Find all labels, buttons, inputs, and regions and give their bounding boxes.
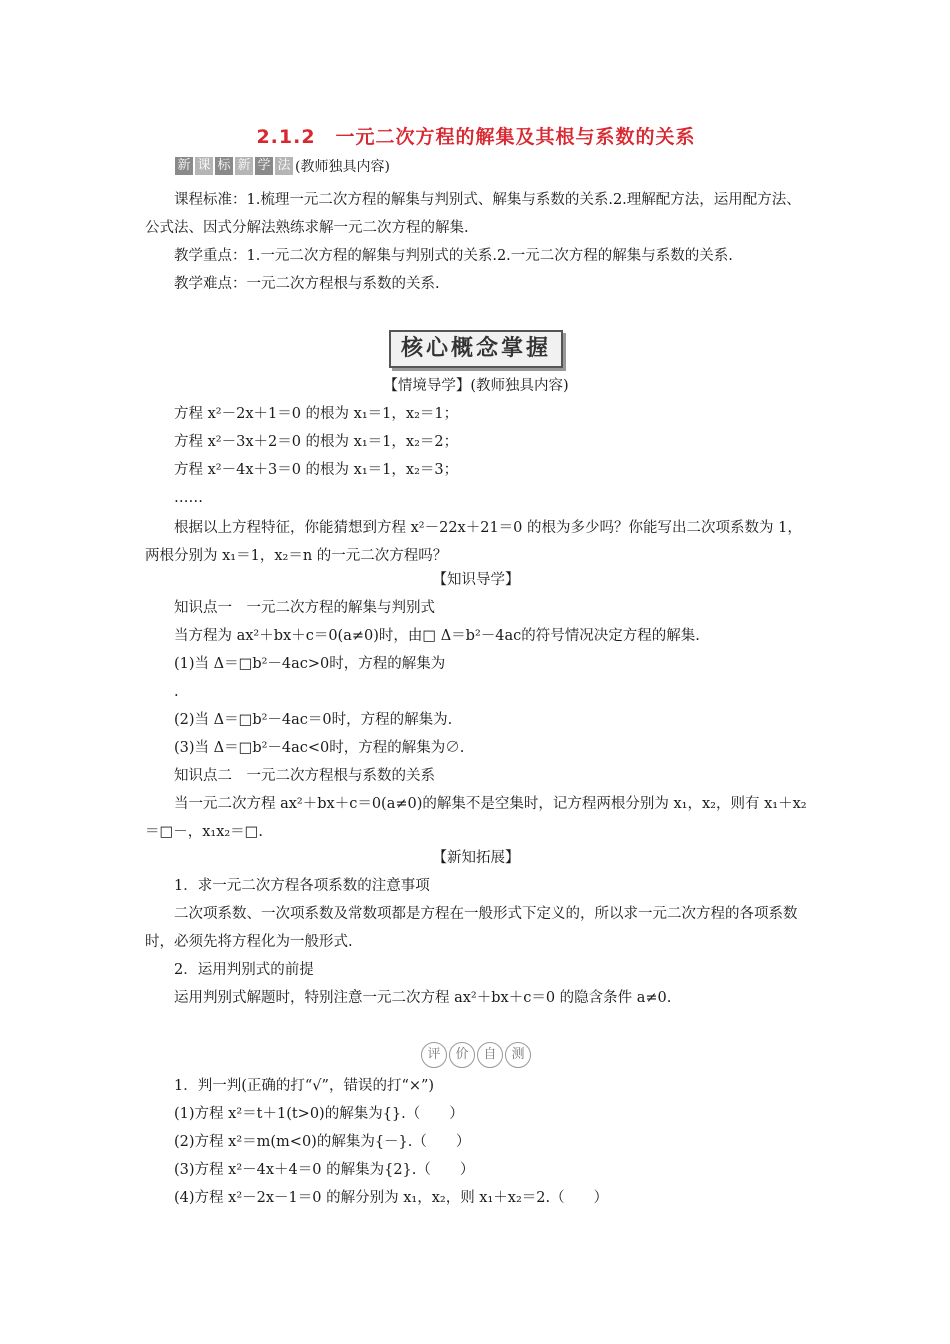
exercise-item: (3)方程 x²－4x＋4＝0 的解集为{2}.（ ） bbox=[174, 1162, 475, 1178]
exercise-intro: 1．判一判(正确的打“√”，错误的打“×”) bbox=[174, 1078, 435, 1094]
badge-char: 课 bbox=[195, 157, 213, 175]
eval-char: 价 bbox=[449, 1042, 475, 1068]
badge-char: 标 bbox=[215, 157, 233, 175]
exercise-item: (4)方程 x²－2x－1＝0 的解分别为 x₁，x₂，则 x₁＋x₂＝2.（ ） bbox=[174, 1190, 609, 1206]
example-line: 方程 x²－4x＋3＝0 的根为 x₁＝1，x₂＝3； bbox=[174, 462, 459, 478]
extension-section bbox=[145, 844, 807, 1012]
core-concept-banner bbox=[145, 330, 807, 368]
eval-char: 自 bbox=[477, 1042, 503, 1068]
course-standard: 课程标准：1.梳理一元二次方程的解集与判别式、解集与系数的关系.2.理解配方法，运用配方法、公式法、因式分解法熟练求解一元二次方程的解集. bbox=[145, 192, 801, 236]
exercise-item: (2)方程 x²＝m(m<0)的解集为{－}.（ ） bbox=[174, 1134, 471, 1150]
example-line: 方程 x²－3x＋2＝0 的根为 x₁＝1，x₂＝2； bbox=[174, 434, 459, 450]
teaching-difficulty: 教学难点：一元二次方程根与系数的关系. bbox=[174, 276, 440, 292]
extension-heading: 【新知拓展】 bbox=[432, 850, 520, 866]
intro-section bbox=[145, 186, 807, 298]
exercise-item: (1)方程 x²＝t＋1(t>0)的解集为{}.（ ） bbox=[174, 1106, 464, 1122]
badge-note: (教师独具内容) bbox=[295, 159, 390, 175]
knowledge-point-1-line: 当方程为 ax²＋bx＋c＝0(a≠0)时，由□ Δ＝b²－4ac的符号情况决定方程的解集. bbox=[174, 628, 700, 644]
exercise-section bbox=[145, 1072, 807, 1212]
extension-item-2-title: 2．运用判别式的前提 bbox=[174, 962, 314, 978]
knowledge-point-1-title: 知识点一 一元二次方程的解集与判别式 bbox=[174, 600, 435, 616]
knowledge-section bbox=[145, 566, 807, 846]
page-title: 2.1.2 一元二次方程的解集及其根与系数的关系 bbox=[256, 126, 696, 148]
situation-question: 根据以上方程特征，你能猜想到方程 x²－22x＋21＝0 的根为多少吗？你能写出二次项系数为 1，两根分别为 x₁＝1，x₂＝n 的一元二次方程吗？ bbox=[145, 520, 802, 564]
ellipsis-line: …… bbox=[174, 490, 203, 506]
knowledge-point-2-line: 当一元二次方程 ax²＋bx＋c＝0(a≠0)的解集不是空集时，记方程两根分别为 x₁，x₂，则有 x₁＋x₂＝□－，x₁x₂＝□. bbox=[145, 796, 807, 840]
eval-char: 评 bbox=[421, 1042, 447, 1068]
situation-section bbox=[145, 372, 807, 570]
new-standard-badge bbox=[175, 156, 390, 176]
badge-char: 学 bbox=[255, 157, 273, 175]
core-banner-text: 核心概念掌握 bbox=[389, 330, 563, 368]
discriminant-case-positive: (1)当 Δ＝□b²－4ac>0时，方程的解集为 bbox=[174, 656, 446, 672]
example-line: 方程 x²－2x＋1＝0 的根为 x₁＝1，x₂＝1； bbox=[174, 406, 459, 422]
extension-item-1-body: 二次项系数、一次项系数及常数项都是方程在一般形式下定义的，所以求一元二次方程的各项系数时，必须先将方程化为一般形式. bbox=[145, 906, 798, 950]
badge-char: 新 bbox=[235, 157, 253, 175]
situation-heading: 【情境导学】(教师独具内容) bbox=[383, 378, 569, 394]
extension-item-2-body: 运用判别式解题时，特别注意一元二次方程 ax²＋bx＋c＝0 的隐含条件 a≠0. bbox=[174, 990, 672, 1006]
discriminant-case-negative: (3)当 Δ＝□b²－4ac<0时，方程的解集为∅. bbox=[174, 740, 465, 756]
eval-char: 测 bbox=[505, 1042, 531, 1068]
badge-char: 法 bbox=[275, 157, 293, 175]
discriminant-case-zero: (2)当 Δ＝□b²－4ac＝0时，方程的解集为. bbox=[174, 712, 453, 728]
teaching-focus: 教学重点：1.一元二次方程的解集与判别式的关系.2.一元二次方程的解集与系数的关系. bbox=[174, 248, 733, 264]
extension-item-1-title: 1．求一元二次方程各项系数的注意事项 bbox=[174, 878, 430, 894]
self-evaluation-banner bbox=[145, 1042, 807, 1068]
knowledge-point-2-title: 知识点二 一元二次方程根与系数的关系 bbox=[174, 768, 435, 784]
badge-char: 新 bbox=[175, 157, 193, 175]
discriminant-case-positive-cont: . bbox=[174, 684, 179, 700]
knowledge-heading: 【知识导学】 bbox=[432, 572, 520, 588]
